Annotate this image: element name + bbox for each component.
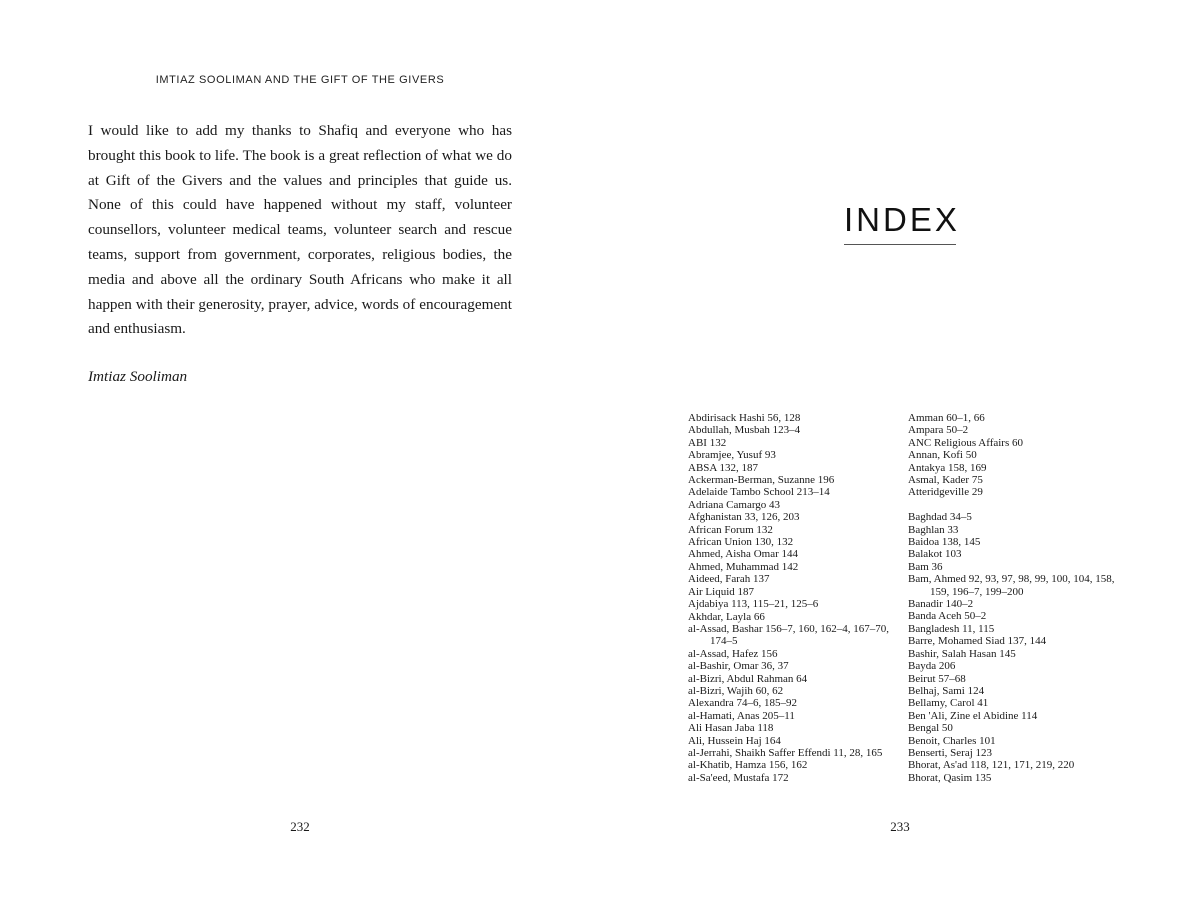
index-entry: al-Jerrahi, Shaikh Saffer Effendi 11, 28, 165: [688, 746, 883, 759]
index-entry: al-Assad, Bashar 156–7, 160, 162–4, 167–70, 174–5: [688, 622, 890, 648]
index-entry: al-Hamati, Anas 205–11: [688, 709, 795, 722]
index-entry: Annan, Kofi 50: [908, 449, 977, 462]
index-entry: Ahmed, Muhammad 142: [688, 560, 799, 573]
index-entry: Afghanistan 33, 126, 203: [688, 511, 800, 524]
index-entry: Baghdad 34–5: [908, 511, 972, 524]
signature: Imtiaz Sooliman: [88, 368, 188, 385]
index-entry: Ali, Hussein Haj 164: [688, 734, 781, 747]
index-entry: Bangladesh 11, 115: [908, 622, 995, 635]
index-entry: Barre, Mohamed Siad 137, 144: [908, 635, 1047, 648]
index-entry: Bhorat, As'ad 118, 121, 171, 219, 220: [908, 759, 1075, 772]
index-entry: Ackerman-Berman, Suzanne 196: [688, 474, 835, 487]
index-entry: ANC Religious Affairs 60: [908, 436, 1023, 449]
index-entry: Ahmed, Aisha Omar 144: [688, 548, 798, 561]
index-entry: Balakot 103: [908, 548, 962, 561]
page-number-right: 233: [890, 819, 910, 834]
index-entry: al-Bizri, Wajih 60, 62: [688, 684, 784, 697]
index-entry: Air Liquid 187: [688, 585, 754, 598]
index-entry: Ali Hasan Jaba 118: [688, 722, 774, 735]
index-entry: Bhorat, Qasim 135: [908, 771, 992, 784]
index-entry: al-Khatib, Hamza 156, 162: [688, 759, 808, 772]
index-entry: Abdullah, Musbah 123–4: [688, 424, 801, 437]
index-entry: African Union 130, 132: [688, 536, 794, 549]
index-entry: al-Assad, Hafez 156: [688, 647, 778, 660]
index-entry: Baidoa 138, 145: [908, 536, 981, 549]
index-entry: Antakya 158, 169: [908, 461, 987, 474]
index-entry: Bengal 50: [908, 722, 953, 735]
index-entry: Alexandra 74–6, 185–92: [688, 697, 798, 710]
index-entry: Akhdar, Layla 66: [688, 610, 765, 623]
index-entry: Bam 36: [908, 560, 943, 573]
index-entry: Baghlan 33: [908, 523, 959, 536]
index-title: INDEX: [844, 200, 956, 245]
index-entry: Belhaj, Sami 124: [908, 684, 985, 697]
index-entry: ABI 132: [688, 436, 727, 449]
index-entry: Ajdabiya 113, 115–21, 125–6: [688, 598, 819, 611]
index-entry: Atteridgeville 29: [908, 486, 983, 499]
index-entry: Adriana Camargo 43: [688, 498, 781, 511]
index-entry: Abramjee, Yusuf 93: [688, 449, 776, 462]
index-entry: Ben 'Ali, Zine el Abidine 114: [908, 709, 1038, 722]
index-column-1: [688, 412, 898, 784]
index-entry: African Forum 132: [688, 523, 773, 536]
index-entry: ABSA 132, 187: [688, 461, 758, 474]
acknowledgement-paragraph: I would like to add my thanks to Shafiq and everyone who has brought this book to life. The book is a great reflection of what we do at Gift of the Givers and the values and principles that guide us. None of this could have happened without my staff, volunteer counsellors, volunteer medical teams, volunteer search and rescue teams, support from government, corporates, religious bodies, the media and above all the ordinary South Africans who make it all happen with their generosity, prayer, advice, words of encouragement and enthusiasm.: [88, 122, 512, 338]
index-entry: Banadir 140–2: [908, 598, 974, 611]
index-entry: Benoit, Charles 101: [908, 734, 996, 747]
index-entry: Bellamy, Carol 41: [908, 697, 989, 710]
index-entry: al-Bashir, Omar 36, 37: [688, 660, 789, 673]
index-entry: Bayda 206: [908, 660, 956, 673]
right-page: [600, 0, 1200, 917]
index-letter-gap: [908, 499, 1118, 511]
index-entry: Benserti, Seraj 123: [908, 746, 993, 759]
index-entry: Aideed, Farah 137: [688, 573, 770, 586]
index-entry: Asmal, Kader 75: [908, 474, 983, 487]
index-entry: Adelaide Tambo School 213–14: [688, 486, 830, 499]
index-entry: Ampara 50–2: [908, 424, 969, 437]
index-entry: Beirut 57–68: [908, 672, 966, 685]
running-head: IMTIAZ SOOLIMAN AND THE GIFT OF THE GIVERS: [155, 74, 445, 86]
index-column-2: [908, 412, 1118, 784]
index-entry: Abdirisack Hashi 56, 128: [688, 412, 801, 424]
index-entry: Bam, Ahmed 92, 93, 97, 98, 99, 100, 104, 158, 159, 196–7, 199–200: [908, 573, 1115, 598]
index-entry: al-Sa'eed, Mustafa 172: [688, 771, 789, 784]
index-entry: Bashir, Salah Hasan 145: [908, 647, 1016, 660]
page-number-left: 232: [290, 819, 310, 834]
index-entry: Banda Aceh 50–2: [908, 610, 987, 623]
index-entry: Amman 60–1, 66: [908, 412, 985, 424]
index-entry: al-Bizri, Abdul Rahman 64: [688, 672, 808, 685]
